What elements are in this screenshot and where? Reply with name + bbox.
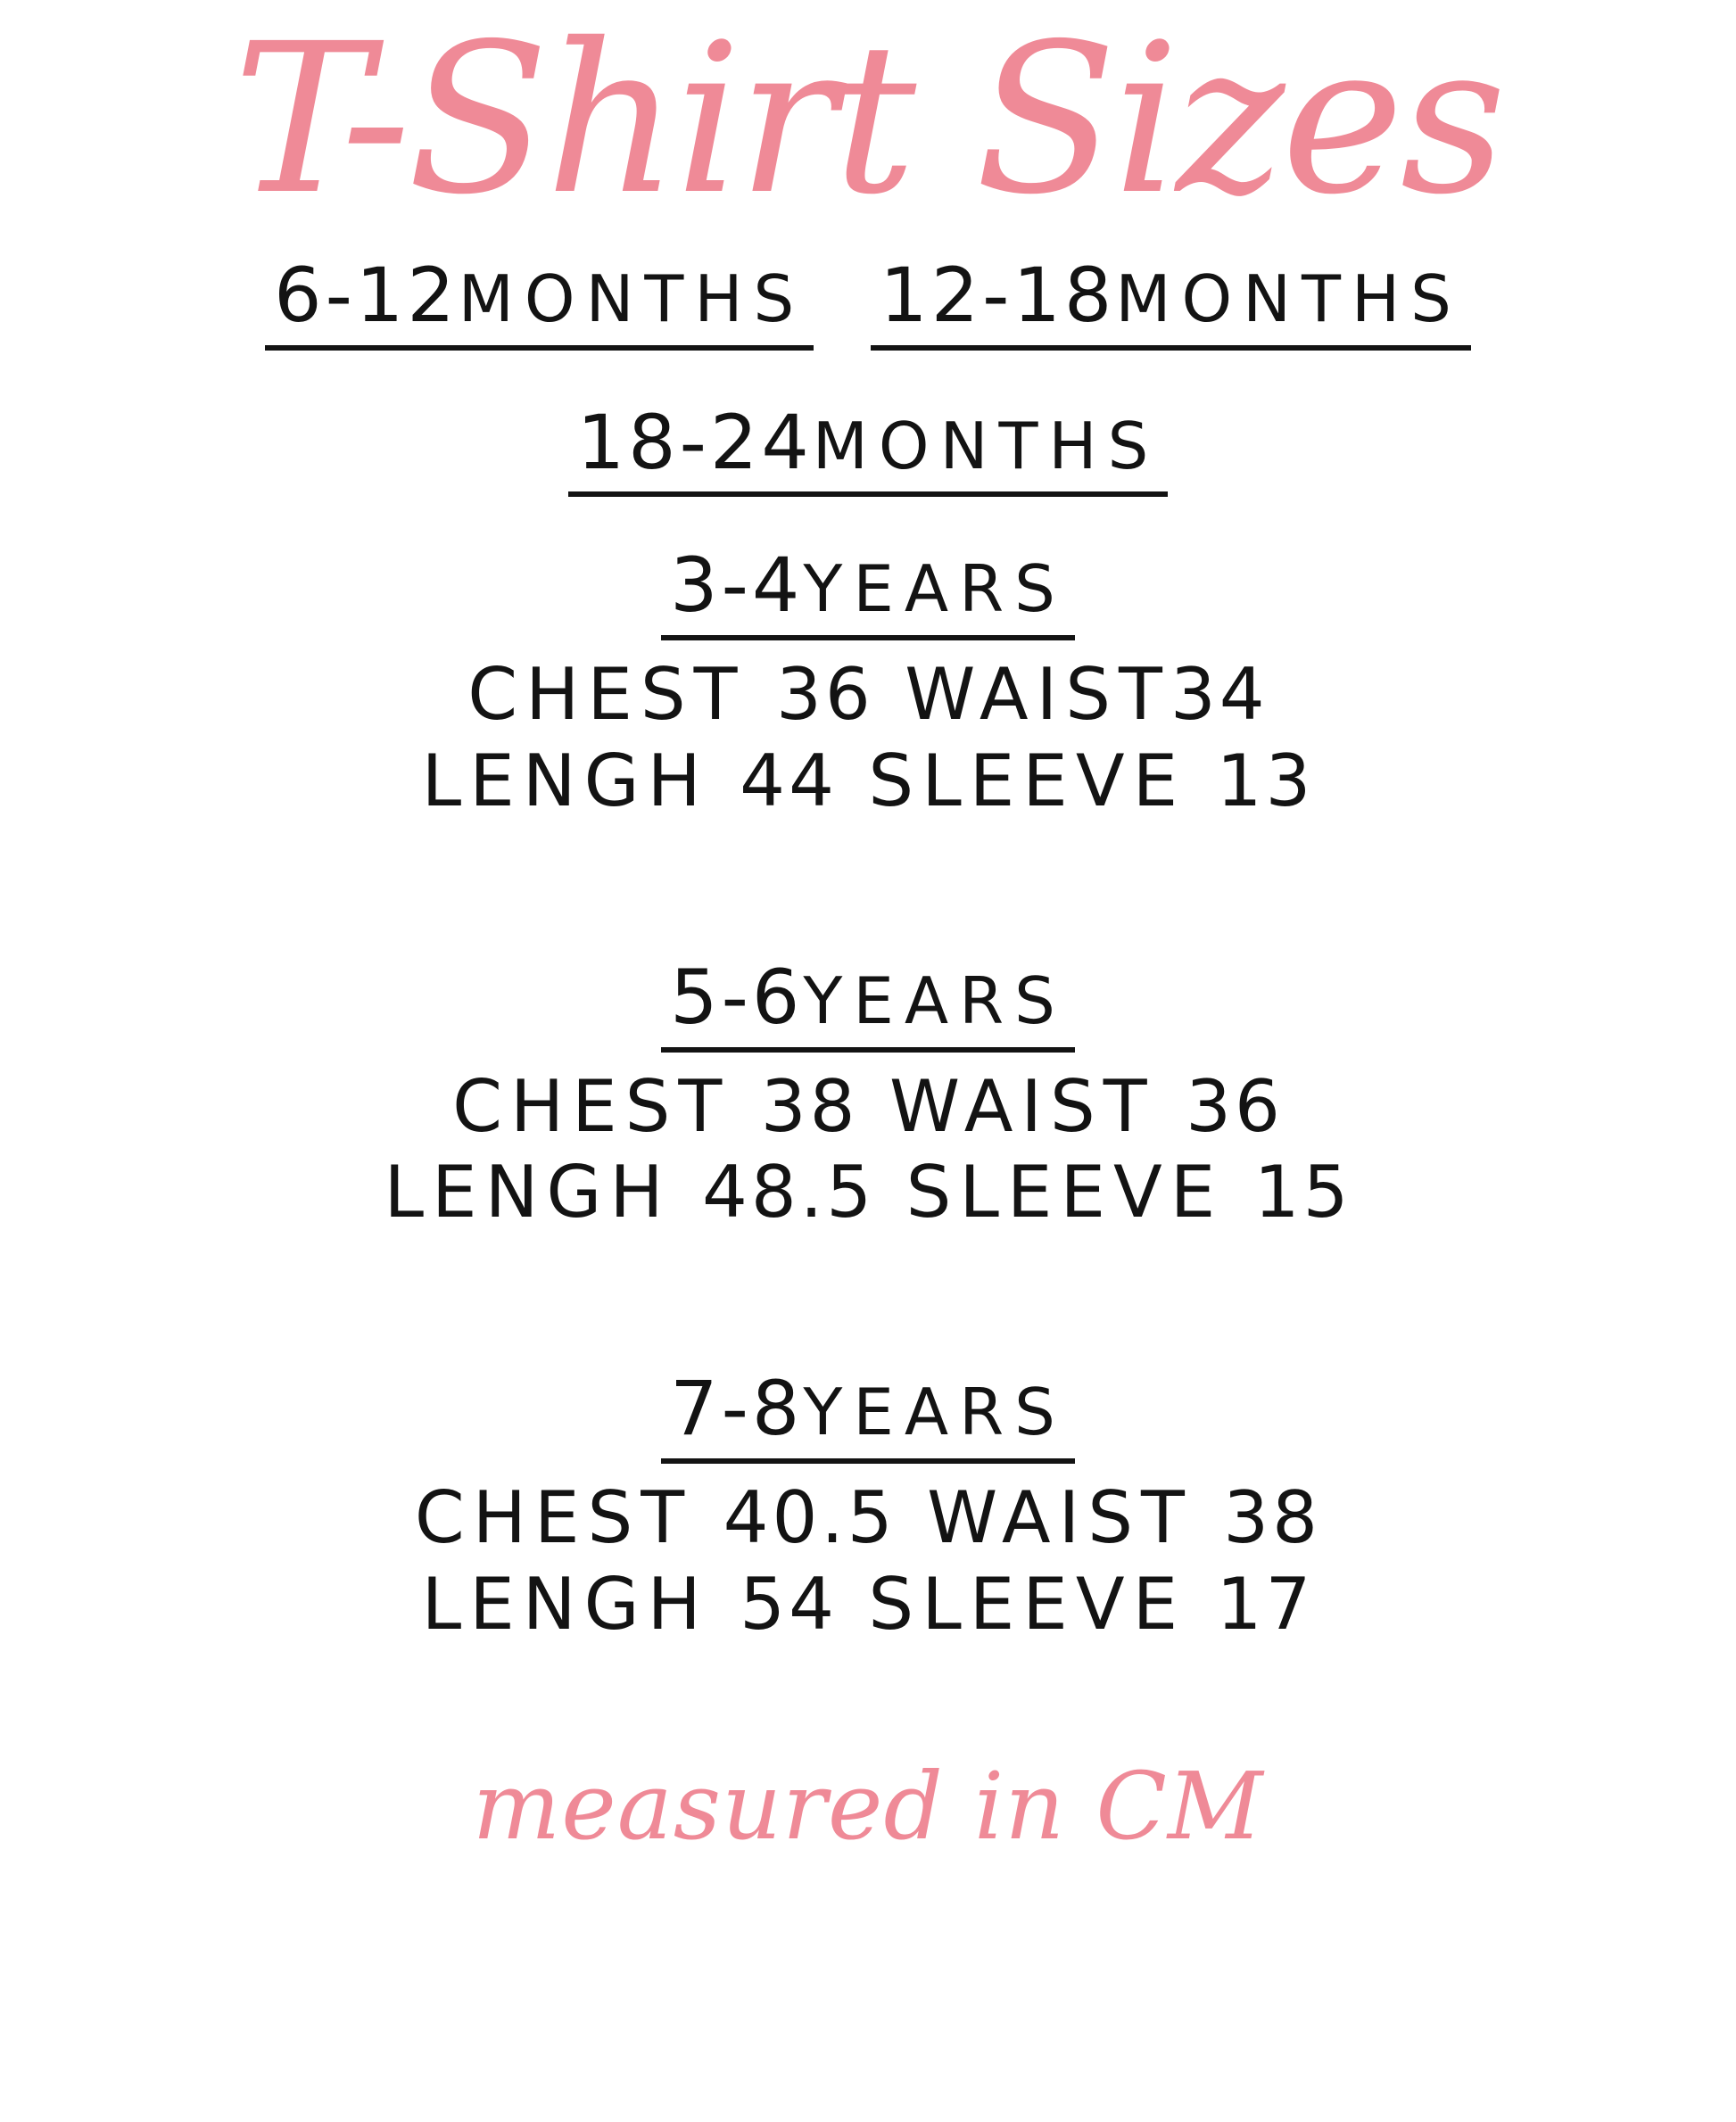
size-block-5-6-years (0, 953, 1736, 1235)
value-length: 44 (740, 739, 838, 822)
age-heading-12-18-months (871, 252, 1471, 351)
value-waist: 36 (1186, 1064, 1284, 1148)
label-sleeve: SLEEVE (905, 1151, 1224, 1234)
size-block-heading (661, 953, 1075, 1053)
label-chest: CHEST (452, 1064, 731, 1148)
label-waist: WAIST (905, 653, 1170, 737)
measure-line-chest-waist (0, 1476, 1736, 1560)
measure-line-length-sleeve (0, 739, 1736, 823)
value-waist: 38 (1223, 1476, 1322, 1560)
value-length: 54 (740, 1562, 838, 1646)
size-block-heading-number: 5-6 (670, 953, 804, 1041)
age-heading-unit: MONTHS (1115, 261, 1462, 336)
label-chest: CHEST (414, 1476, 693, 1560)
value-sleeve: 15 (1253, 1151, 1352, 1234)
measure-line-chest-waist (0, 1065, 1736, 1149)
size-block-heading (661, 541, 1075, 640)
value-length: 48.5 (702, 1151, 876, 1234)
label-waist: WAIST (889, 1064, 1155, 1148)
label-waist: WAIST (927, 1476, 1193, 1560)
label-sleeve: SLEEVE (868, 739, 1186, 822)
footer-note: measured in CM (472, 1751, 1264, 1861)
value-sleeve: 17 (1216, 1562, 1315, 1646)
label-length: LENGH (384, 1151, 672, 1234)
size-block-3-4-years (0, 541, 1736, 823)
age-heading-unit: MONTHS (458, 261, 806, 336)
size-block-heading-unit: YEARS (803, 962, 1066, 1038)
value-sleeve: 13 (1216, 739, 1315, 822)
age-heading-row-2 (0, 398, 1736, 498)
label-length: LENGH (421, 1562, 709, 1646)
page-title: T-Shirt Sizes (233, 0, 1503, 240)
age-heading-unit: MONTHS (812, 408, 1160, 483)
value-chest: 36 (775, 653, 874, 737)
value-waist: 34 (1170, 653, 1269, 737)
value-chest: 40.5 (723, 1476, 897, 1560)
size-block-heading-number: 3-4 (670, 541, 804, 630)
age-heading-number: 6-12 (274, 252, 459, 339)
size-block-heading-unit: YEARS (803, 1375, 1066, 1450)
size-block-7-8-years (0, 1365, 1736, 1647)
age-heading-number: 18-24 (576, 398, 813, 486)
size-block-heading-number: 7-8 (670, 1365, 804, 1453)
label-length: LENGH (421, 739, 709, 822)
age-heading-row-1 (0, 252, 1736, 351)
age-heading-6-12-months (265, 252, 814, 351)
label-sleeve: SLEEVE (868, 1562, 1186, 1646)
measure-line-length-sleeve (0, 1563, 1736, 1647)
age-heading-number: 12-18 (880, 252, 1116, 339)
size-block-heading (661, 1365, 1075, 1464)
age-heading-18-24-months (568, 398, 1169, 498)
size-block-heading-unit: YEARS (803, 551, 1066, 627)
measure-line-length-sleeve (0, 1151, 1736, 1234)
label-chest: CHEST (467, 653, 746, 737)
value-chest: 38 (760, 1064, 859, 1148)
measure-line-chest-waist (0, 653, 1736, 737)
